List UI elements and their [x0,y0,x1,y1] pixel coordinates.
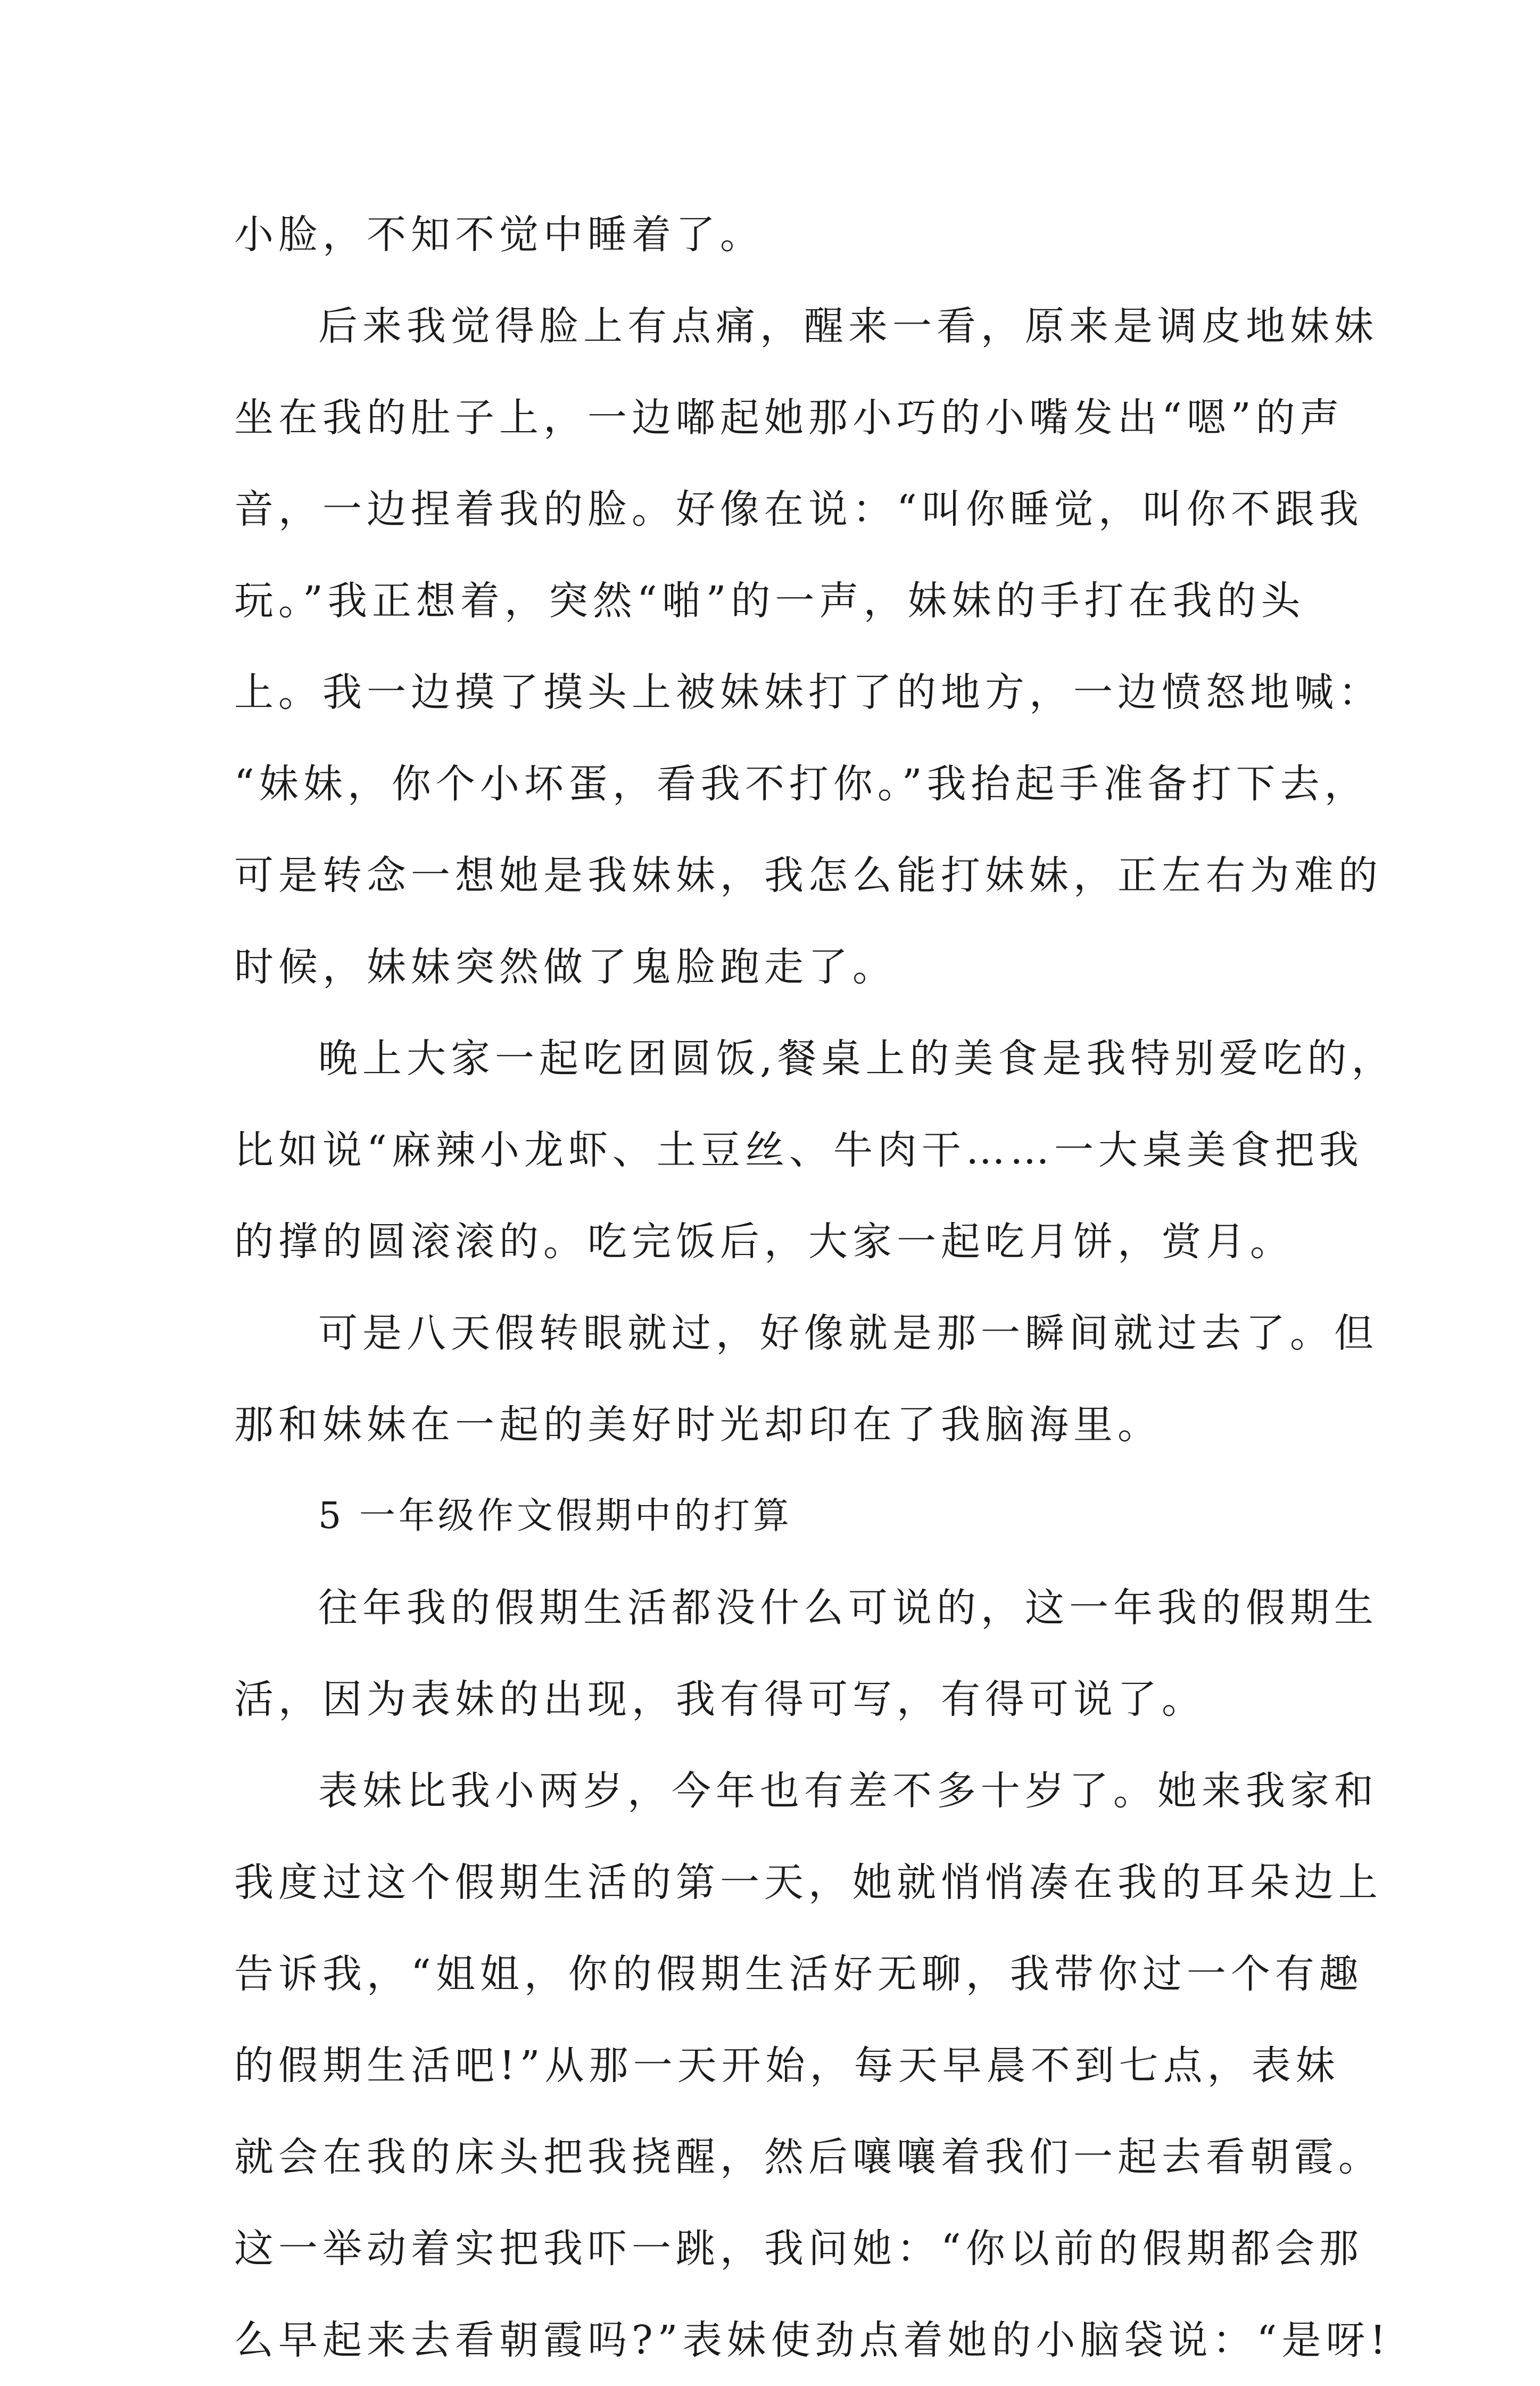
paragraph-start-line: 往年我的假期生活都没什么可说的，这一年我的假期生 [318,1585,1378,1631]
text-line: 上。我一边摸了摸头上被妹妹打了的地方，一边愤怒地喊： [234,670,1382,715]
text-line: 么早起来去看朝霞吗?”表妹使劲点着她的小脑袋说：“是呀! [234,2317,1391,2363]
text-line: 就会在我的床头把我挠醒，然后嚷嚷着我们一起去看朝霞。 [234,2134,1382,2180]
text-line: 那和妹妹在一起的美好时光却印在了我脑海里。 [234,1402,1162,1448]
text-line: 比如说“麻辣小龙虾、土豆丝、牛肉干……一大桌美食把我 [234,1127,1363,1173]
text-line: 玩。”我正想着，突然“啪”的一声，妹妹的手打在我的头 [234,578,1305,624]
paragraph-start-line: 表妹比我小两岁，今年也有差不多十岁了。她来我家和 [318,1768,1378,1814]
text-line: 的假期生活吧!”从那一天开始，每天早晨不到七点，表妹 [234,2043,1340,2088]
text-line: “妹妹，你个小坏蛋，看我不打你。”我抬起手准备打下去， [234,761,1369,807]
document-body [234,189,1396,2386]
text-line: 小脸，不知不觉中睡着了。 [234,212,764,258]
text-line: 我度过这个假期生活的第一天，她就悄悄凑在我的耳朵边上 [234,1860,1382,1905]
text-line: 这一举动着实把我吓一跳，我问她：“你以前的假期都会那 [234,2226,1363,2272]
section-heading: 5 一年级作文假期中的打算 [318,1495,792,1537]
text-line: 时候，妹妹突然做了鬼脸跑走了。 [234,944,897,990]
text-line: 可是转念一想她是我妹妹，我怎么能打妹妹，正左右为难的 [234,853,1382,898]
paragraph-start-line: 晚上大家一起吃团圆饭,餐桌上的美食是我特别爱吃的， [318,1036,1396,1081]
text-line: 音，一边捏着我的脸。好像在说：“叫你睡觉，叫你不跟我 [234,486,1363,532]
paragraph-start-line: 可是八天假转眼就过，好像就是那一瞬间就过去了。但 [318,1310,1378,1356]
text-line: 活，因为表妹的出现，我有得可写，有得可说了。 [234,1677,1206,1722]
text-line: 的撑的圆滚滚的。吃完饭后，大家一起吃月饼，赏月。 [234,1219,1294,1265]
text-line: 坐在我的肚子上，一边嘟起她那小巧的小嘴发出“嗯”的声 [234,395,1344,441]
text-line: 告诉我，“姐姐，你的假期生活好无聊，我带你过一个有趣 [234,1951,1363,1997]
paragraph-start-line: 后来我觉得脸上有点痛，醒来一看，原来是调皮地妹妹 [318,303,1378,349]
